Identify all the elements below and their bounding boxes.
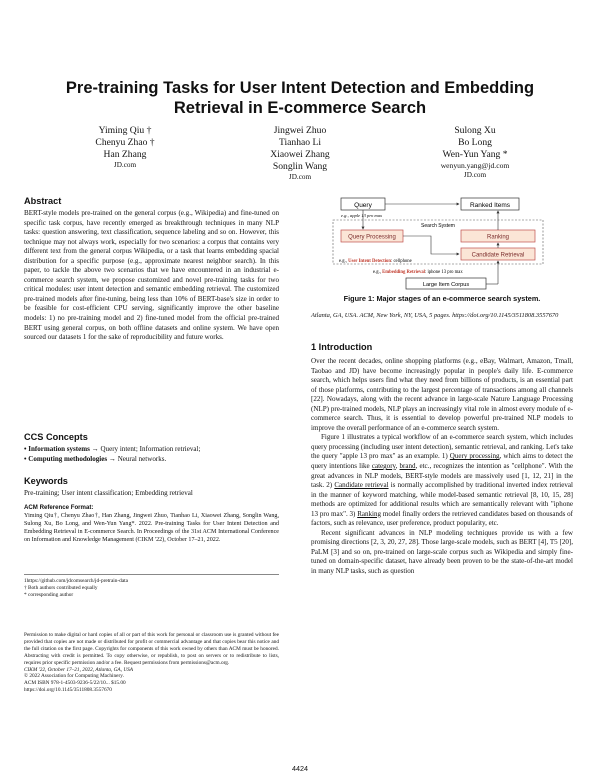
citation-line — [311, 312, 573, 320]
footnote-link[interactable]: 1https://github.com/jdcomsearch/jd-pretrain-data — [24, 578, 128, 584]
citation-text: Atlanta, GA, USA. ACM, New York, NY, USA, 5 pages. https://doi.org/10.1145/3511808.3557670 — [311, 312, 559, 319]
acm-reference-body: Yiming Qiu†, Chenyu Zhao†, Han Zhang, Jingwei Zhuo, Tianhao Li, Xiaowei Zhang, Songlin Wang, Sulong Xu, Bo Long, and Wen-Yun Yang*. 2022. Pre-training Tasks for User Intent Detection and Embedding Retrieval in E-commerce Search. In Proceedings of the 31st ACM International Conference on Information and Knowledge Management (CIKM '22), October 17–21, 2022. — [24, 513, 279, 544]
author-name: Xiaowei Zhang — [270, 149, 330, 160]
figure-caption: Figure 1: Major stages of an e-commerce search system. — [343, 294, 541, 303]
intro-paragraph-3: Recent significant advances in NLP modeling techniques provide us with a few promising directions [2, 3, 20, 27, 28]. Those large-scale models, such as BERT [4], T5 [20], PaLM [3] and so on, pre-trained on large-scale corpus such as Wikipedia and simply fine-tuned on domain-specific dataset, have already been proven to be the state-of-the-art model in many NLP tasks, such as question — [311, 528, 573, 576]
introduction-section — [311, 342, 573, 577]
footnote: † Both authors contributed equally — [24, 584, 98, 591]
query-example: e.g., apple 13 pro max — [341, 213, 383, 218]
p2-text: , etc., recognizes the intention as "cellphone". With the great advances in NLP models, BERT-style models are massively used [1, 12, 21] in the task. 2) — [311, 462, 573, 490]
keywords-heading: Keywords — [24, 476, 68, 486]
intent-example-prefix: e.g., — [339, 259, 349, 264]
ccs-heading: CCS Concepts — [24, 432, 88, 442]
embedding-example-prefix: e.g., — [373, 270, 383, 275]
ccs-item-category: • Computing methodologies — [24, 454, 108, 463]
ccs-item-detail: → Query intent; Information retrieval; — [89, 445, 201, 453]
author-name: Yiming Qiu † — [98, 125, 152, 136]
author-affiliation: JD.com — [288, 173, 312, 181]
p2-ranking: Ranking — [357, 509, 382, 518]
author-name: Han Zhang — [103, 149, 147, 160]
embedding-example-value: : iphone 13 pro max — [424, 270, 463, 275]
author-email[interactable]: wenyun.yang@jd.com — [440, 161, 510, 170]
author-name: Bo Long — [458, 137, 492, 148]
introduction-heading: 1 Introduction — [311, 342, 373, 352]
p2-text: is normally accomplished by traditional inverted index retrieval in the manner of keyword matching, while model-based semantic retrieval [8, 10, 15, 28] methods are optimized for additional results which are semantically relevant with "iphone 13 pro max". 3) — [311, 481, 573, 518]
author-name: Sulong Xu — [454, 125, 496, 136]
intent-detection-label: User Intent Detection — [348, 259, 391, 264]
query-label: Query — [354, 202, 372, 209]
embedding-example-line — [373, 270, 463, 275]
candidate-retrieval-label: Candidate Retrieval — [471, 252, 525, 259]
author-block — [40, 125, 560, 187]
author-name: Wen-Yun Yang * — [442, 149, 508, 160]
abstract-section — [24, 196, 279, 343]
abstract-body: BERT-style models pre-trained on the general corpus (e.g., Wikipedia) and fine-tuned on specific task corpus, have recently emerged as breakthrough techniques in many NLP tasks: question answering, text classification, sequence labeling and so on. However, this technique may not always work, especially for two scenarios: a corpus that contains very different text from the general corpus Wikipedia, or a task that learns embedding spacial distribution for a specific purpose (e.g., approximate nearest neighbor search). In this paper, to tackle the above two scenarios that we have encountered in an industrial e-commerce search system, we propose customized and novel pre-training tasks for two critical modules: user intent detection and semantic embedding retrieval. The customized pre-trained models after fine-tuning, being less than 10% of BERT-base's size in order to be feasible for cost-efficient CPU serving, significantly improve the other baseline models: 1) no pre-training model and 2) fine-tuned model from the official pre-trained BERT using general corpus, on both offline datasets and online system. We have open sourced our datasets 1 for the sake of reproducibility and future works. — [24, 209, 279, 342]
permission-text: Permission to make digital or hard copies of all or part of this work for personal or classroom use is granted without fee provided that copies are not made or distributed for profit or commercial advantage and that copies bear this notice and the full citation on the first page. Copyrights for components of this work owned by others than ACM must be honored. Abstracting with credit is permitted. To copy otherwise, or republish, to post on servers or to redistribute to lists, requires prior specific permission and/or a fee. Request permissions from permissions@acm.org. — [24, 632, 279, 666]
figure-1 — [311, 196, 573, 304]
author-affiliation: JD.com — [463, 171, 487, 179]
copyright-line: © 2022 Association for Computing Machinery. — [24, 673, 124, 680]
intro-paragraph-2 — [311, 433, 573, 528]
ccs-item-detail: → Neural networks. — [107, 454, 167, 463]
author-column-2 — [225, 125, 375, 182]
ranking-label: Ranking — [486, 234, 510, 241]
qp-to-retrieval-arrow — [403, 236, 459, 254]
isbn-line: ACM ISBN 978-1-4503-9236-5/22/10... $15.00 — [24, 680, 126, 687]
ccs-section — [24, 432, 279, 464]
p2-text: model finally orders the retrieved candidates based on thousands of factors, such as relevance, user preference, product popularity, etc. — [311, 509, 573, 528]
p2-text: Figure 1 illustrates a typical workflow of an e-commerce search system, which includes query processing (including user intent detection), semantic retrieval, and ranking. Let's take the query "apple 13 pro max" as an example. 1) — [311, 433, 573, 461]
paper-title: Pre-training Tasks for User Intent Detection and Embedding Retrieval in E-commerce Search — [65, 79, 535, 117]
p2-brand: brand — [399, 462, 416, 471]
p2-candidate-retrieval: Candidate retrieval — [334, 481, 389, 490]
ccs-item-category: • Information systems — [24, 445, 90, 453]
intro-paragraph-1: Over the recent decades, online shopping platforms (e.g., eBay, Walmart, Amazon, Tmall, Taobao and JD) have become increasingly popular in people's daily life. E-commerce search, which helps users find what they need from billions of products, is an essential part of those platforms, contributing to the largest percentage of transactions among all channels [22]. Nowadays, along with the recent advance in large-scale Nature Language Processing (NLP) pre-trained models, NLP plays an increasingly vital role in almost every module of e-commerce search. Thus, it is essential to develop powerful pre-trained NLP models to improve the overall performance of an e-commerce search system. — [311, 357, 573, 432]
abstract-heading: Abstract — [24, 196, 62, 206]
embedding-retrieval-label: Embedding Retrieval — [382, 270, 425, 275]
p2-query-processing: Query processing — [449, 452, 500, 461]
search-system-diagram — [311, 196, 573, 294]
ranked-items-label: Ranked Items — [469, 202, 511, 209]
page-number: 4424 — [292, 764, 308, 773]
permission-block — [24, 632, 279, 694]
author-name: Tianhao Li — [278, 137, 322, 148]
ccs-item — [24, 455, 279, 465]
author-column-1 — [50, 125, 200, 170]
footnotes — [24, 574, 279, 599]
search-system-label: Search System — [421, 223, 455, 229]
author-name: Chenyu Zhao † — [95, 137, 155, 148]
item-corpus-label: Large Item Corpus — [422, 282, 470, 288]
acm-reference-section — [24, 504, 279, 544]
p2-category: category — [371, 462, 396, 471]
doi-link[interactable]: https://doi.org/10.1145/3511808.3557670 — [24, 687, 112, 694]
ccs-item — [24, 445, 279, 455]
author-column-3 — [400, 125, 550, 180]
p2-text: , which aims to detect the query intentions like — [311, 452, 573, 471]
footnote: * corresponding author — [24, 591, 74, 598]
p2-text: , — [395, 462, 400, 471]
acm-reference-heading: ACM Reference Format: — [24, 504, 94, 511]
author-affiliation: JD.com — [113, 161, 137, 169]
keywords-body: Pre-training; User intent classification; Embedding retrieval — [24, 489, 193, 497]
intent-example-line — [339, 259, 412, 264]
conference-line: CIKM '22, October 17–21, 2022, Atlanta, GA, USA — [24, 666, 134, 673]
author-name: Jingwei Zhuo — [273, 125, 327, 136]
intent-example-value: : cellphone — [391, 259, 412, 264]
query-processing-label: Query Processing — [348, 234, 396, 241]
keywords-section — [24, 476, 279, 499]
author-name: Songlin Wang — [272, 161, 328, 172]
